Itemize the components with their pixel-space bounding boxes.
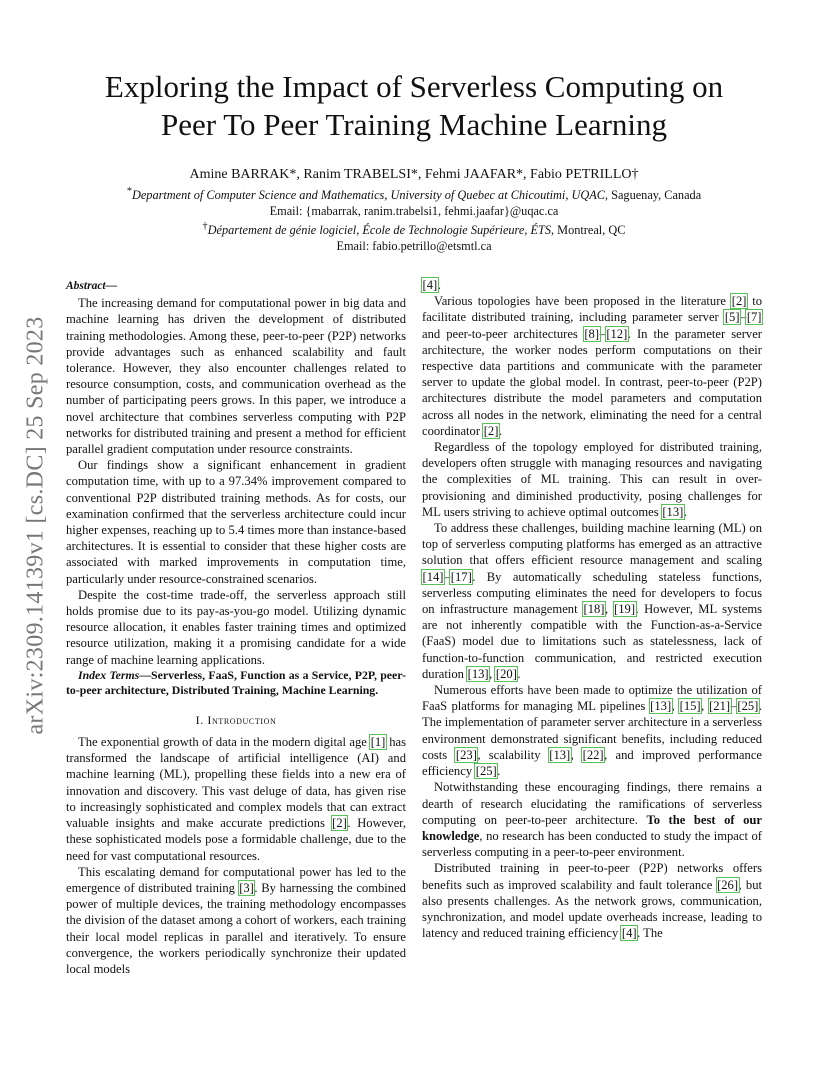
- citation-link[interactable]: [14]: [422, 569, 444, 584]
- citation-link[interactable]: [25]: [737, 699, 759, 714]
- citation-link[interactable]: [4]: [621, 926, 637, 941]
- affiliation-2-location: , Montreal, QC: [550, 223, 626, 238]
- text-run: –: [730, 699, 737, 714]
- text-run: .: [437, 278, 441, 292]
- text-run: .: [497, 764, 501, 779]
- arxiv-id-text: arXiv:2309.14139v1 [cs.DC] 25 Sep 2023: [22, 315, 49, 735]
- text-run: . By harnessing the combined power of multiple devices, the training methodology encompasses the division of the dataset among a cohort of workers, each training their local model replicas in parallel and iteratively. To ensure convergence, the workers periodically synchronize their updated local models: [66, 880, 406, 976]
- intro-paragraph-2: [66, 864, 406, 977]
- left-column: [66, 278, 406, 977]
- affiliation-1-mark: *: [126, 186, 132, 197]
- citation-link[interactable]: [2]: [483, 423, 499, 438]
- citation-link[interactable]: [21]: [709, 699, 731, 714]
- text-run: , and improved performance efficiency: [422, 747, 763, 779]
- abstract-label: Abstract—: [66, 280, 118, 292]
- citation-link[interactable]: [5]: [724, 310, 740, 325]
- citation-link[interactable]: [18]: [583, 602, 605, 617]
- text-run: Notwithstanding these encouraging findings, there remains a dearth of research elucidating the ramifications of serverless computing on peer-to-peer architecture.: [422, 780, 762, 827]
- text-run: ,: [570, 747, 583, 762]
- abstract-paragraph-1: The increasing demand for computational power in big data and machine learning has driven the development of distributed training methodologies. Among these, peer-to-peer (P2P) networks provide advantages such as enhanced scalability and fault tolerance. However, they also encounter challenges related to resource consumption, costs, and communication overhead as the number of participating peers grows. In this paper, we introduce a novel architecture that combines serverless computing with P2P networks for distributed training and present a method for efficient parallel gradient computation under resource constraints.: [66, 296, 406, 457]
- citation-link[interactable]: [17]: [450, 569, 472, 584]
- text-run: The exponential growth of data in the modern digital age: [78, 735, 371, 750]
- affiliation-2: [60, 219, 768, 239]
- intro-paragraph-6: [422, 682, 762, 779]
- text-run: ,: [604, 602, 614, 617]
- text-run: . By automatically scheduling stateless functions, serverless computing eliminates the need for developers to focus on infrastructure management: [422, 569, 762, 617]
- text-run: .: [498, 423, 503, 438]
- citation-link[interactable]: [3]: [239, 880, 254, 895]
- citation-link[interactable]: [25]: [475, 764, 497, 779]
- intro-paragraph-5: [422, 520, 762, 682]
- citation-link[interactable]: [4]: [422, 278, 438, 292]
- affiliation-1: [60, 184, 768, 204]
- email-2: Email: fabio.petrillo@etsmtl.ca: [336, 238, 492, 253]
- intro-paragraph-4: [422, 439, 762, 520]
- text-run: . The implementation of parameter server architecture in a serverless environment demonstrated significant benefits, including reduced costs: [422, 699, 763, 762]
- text-run: Various topologies have been proposed in the literature: [434, 294, 732, 309]
- title-line-1: Exploring the Impact of Serverless Computing on: [104, 69, 724, 104]
- text-run: .: [517, 666, 521, 681]
- citation-link[interactable]: [12]: [606, 326, 628, 341]
- text-run: and peer-to-peer architectures: [422, 326, 584, 341]
- intro-paragraph-1: [66, 734, 406, 864]
- index-terms-text: —Serverless, FaaS, Function as a Service, P2P, peer-to-peer architecture, Distributed Training, Machine Learning.: [66, 667, 407, 697]
- affiliation-1-name: Department of Computer Science and Mathematics, University of Quebec at Chicoutimi, UQAC: [131, 188, 605, 203]
- text-run: ,: [701, 699, 709, 714]
- text-run: –: [599, 326, 606, 341]
- index-terms-label: Index Terms: [78, 667, 140, 682]
- paper-title: [60, 68, 768, 144]
- paper-header: [60, 68, 768, 254]
- citation-link[interactable]: [7]: [746, 310, 762, 325]
- text-run: . However, ML systems are not inherently compatible with the Function-as-a-Service (FaaS) model due to limitations such as statelessness, lack of function-to-function communication, and restricted execution duration: [422, 602, 763, 681]
- citation-link[interactable]: [13]: [650, 699, 672, 714]
- abstract-paragraph-3: Despite the cost-time trade-off, the serverless approach still holds promise due to its pay-as-you-go model. Utilizing dynamic resource allocation, it enables faster training times and optimized resource utilization, making it a promising candidate for a wide range of machine learning applications.: [66, 587, 406, 667]
- affiliation-1-location: , Saguenay, Canada: [604, 188, 702, 203]
- affiliation-2-mark: †: [202, 221, 208, 233]
- intro-paragraph-3: [422, 293, 762, 439]
- text-run: . However, these sophisticated models pose a formidable challenge, due to the need for vast computational resources.: [66, 816, 406, 863]
- text-run: Regardless of the topology employed for distributed training, developers often struggle with managing resources and navigating the complexities of ML training. This can result in over-provisioning and diminished productivity, posing challenges for ML users striving to achieve optimal outcomes: [422, 440, 762, 519]
- citation-link[interactable]: [2]: [332, 816, 347, 831]
- right-column: [422, 277, 762, 941]
- text-run: , scalability: [477, 747, 549, 762]
- citation-link[interactable]: [13]: [467, 666, 489, 681]
- text-run: To address these challenges, building machine learning (ML) on top of serverless computing platforms has emerged as an attractive solution that offers efficient resource management and scaling: [422, 521, 762, 568]
- text-run: ,: [489, 666, 496, 681]
- section-heading-introduction: I. Introduction: [195, 712, 277, 727]
- citation-link[interactable]: [2]: [731, 294, 747, 309]
- intro-paragraph-7: [422, 779, 762, 860]
- arxiv-side-identifier: [20, 290, 52, 760]
- text-run: –: [740, 310, 747, 325]
- title-line-2: Peer To Peer Training Machine Learning: [160, 107, 668, 142]
- affiliation-2-name: Département de génie logiciel, École de Technologie Supérieure, ÉTS: [207, 223, 551, 238]
- text-run: , but also presents challenges. As the network grows, communication, synchronization, and model update overheads increase, leading to latency and reduced training efficiency: [422, 877, 762, 941]
- text-run: Distributed training in peer-to-peer (P2P) networks offers benefits such as improved scalability and fault tolerance: [422, 861, 762, 892]
- text-run: This escalating demand for computational power has led to the emergence of distributed training: [66, 864, 406, 895]
- citation-link[interactable]: [13]: [662, 504, 684, 519]
- citation-link[interactable]: [20]: [495, 666, 517, 681]
- email-1: Email: {mabarrak, ranim.trabelsi1, fehmi.jaafar}@uqac.ca: [269, 203, 559, 218]
- citation-link[interactable]: [1]: [370, 735, 386, 750]
- text-run: ,: [671, 699, 680, 714]
- index-terms: [66, 668, 406, 698]
- citation-link[interactable]: [8]: [584, 326, 600, 341]
- text-run: .: [683, 504, 687, 519]
- text-run: , no research has been conducted to study the impact of serverless computing in a peer-to-peer environment.: [422, 828, 762, 860]
- citation-link[interactable]: [19]: [614, 602, 636, 617]
- text-run: . In the parameter server architecture, the worker nodes perform computations on their respective data partitions and communicate with the parameter server to update the global model. In contrast, peer-to-peer (P2P) architectures distribute the model parameters and computation across all nodes in the network, eliminating the need for a central coordinator: [422, 326, 762, 438]
- citation-link[interactable]: [13]: [549, 747, 571, 762]
- text-run: –: [443, 569, 451, 584]
- citation-link[interactable]: [22]: [582, 747, 604, 762]
- text-run: to facilitate distributed training, including parameter server: [422, 294, 762, 325]
- abstract-paragraph-2: Our findings show a significant enhancement in gradient computation time, with up to a 97.34% improvement compared to conventional P2P distributed training methods. As for costs, our examination confirmed that the serverless architecture could incur higher expenses, reaching up to 5.4 times more than instance-based architectures. It is essential to consider that these higher costs are associated with marked improvements in computation time, particularly under resource-constrained scenarios.: [66, 458, 406, 586]
- citation-link[interactable]: [23]: [455, 747, 477, 762]
- text-run: has transformed the landscape of artificial intelligence (AI) and machine learning (ML), propelling these fields into a new era of innovation and discovery. This vast deluge of data, has given rise to increasingly sophisticated and complex models that can extract valuable insights and make accurate predictions: [66, 735, 407, 831]
- text-run: Numerous efforts have been made to optimize the utilization of FaaS platforms for managing ML pipelines: [422, 683, 762, 714]
- text-run: . The: [637, 926, 663, 941]
- citation-link[interactable]: [15]: [679, 699, 701, 714]
- author-list: Amine BARRAK*, Ranim TRABELSI*, Fehmi JAAFAR*, Fabio PETRILLO†: [189, 167, 639, 182]
- emphasis-text: To the best of our knowledge: [422, 812, 762, 843]
- intro-paragraph-8: [422, 860, 762, 941]
- citation-link[interactable]: [26]: [717, 877, 739, 892]
- intro-paragraph-2-continued: [422, 277, 762, 293]
